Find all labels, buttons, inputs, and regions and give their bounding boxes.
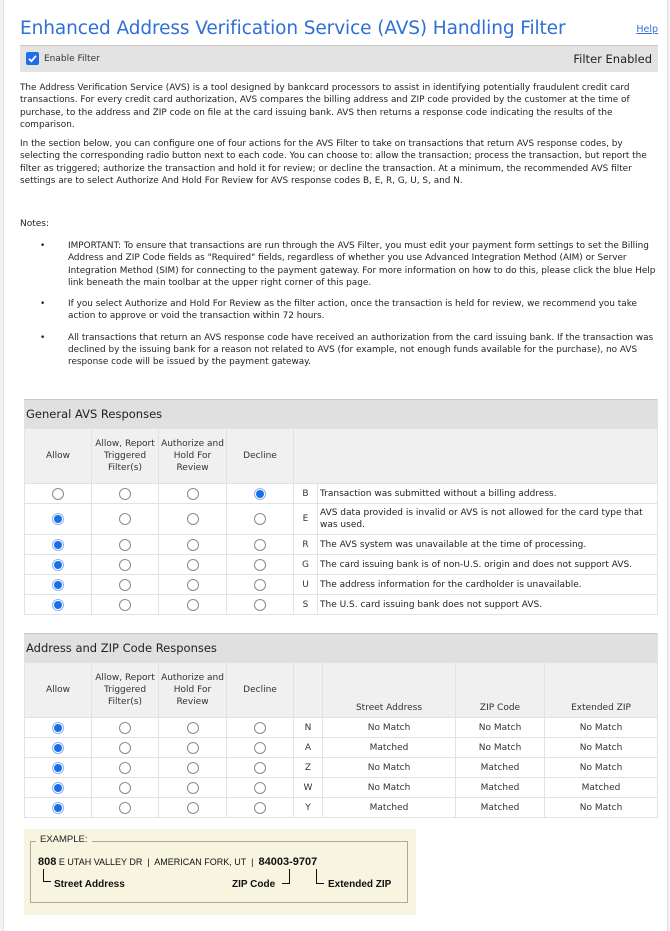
addr-allow_report-cell xyxy=(92,758,159,778)
col-header-decline: Decline xyxy=(227,663,294,718)
avs-code: N xyxy=(294,718,323,738)
radio-allow-report[interactable] xyxy=(119,722,131,734)
radio-allow[interactable] xyxy=(52,762,64,774)
addr-allow_report-cell xyxy=(92,798,159,818)
general-allow-cell xyxy=(25,504,92,535)
table-row xyxy=(25,504,658,535)
zip-code-result: Matched xyxy=(456,758,545,778)
general-allow_report-cell xyxy=(92,575,159,595)
radio-allow[interactable] xyxy=(52,559,64,571)
note-item: • All transactions that return an AVS response code have received an authorization from the card issuing bank. If the transaction was declined by the issuing bank for a reason not related to AVS (for example, not enough funds available for the purchase), no AVS response code will be issued by the payment gateway. xyxy=(40,332,654,368)
general-authorize_hold-cell xyxy=(159,535,227,555)
zip-bracket xyxy=(282,869,290,884)
col-header-allow: Allow xyxy=(25,663,92,718)
radio-authorize-hold[interactable] xyxy=(187,742,199,754)
general-allow_report-cell xyxy=(92,595,159,615)
radio-allow-report[interactable] xyxy=(119,782,131,794)
addr-decline-cell xyxy=(227,738,294,758)
note-item: • IMPORTANT: To ensure that transactions are run through the AVS Filter, you must edit your payment form settings to set the Billing Address and ZIP Code fields as "Required" fields, regardless of whether you use Advanced Integration Method (AIM) or Server Integration Method (SIM) for connecting to the payment gateway. For more information on how to do this, please click the blue Help link beneath the main toolbar at the upper right corner of this page. xyxy=(40,241,656,288)
intro-paragraph-2: In the section below, you can configure one of four actions for the AVS Filter to take on transactions that return AVS response codes, by selecting the corresponding radio button next to each code. You can choose to: allow the transaction; process the transaction, but report the filter as triggered; authorize the transaction and hold it for review; or decline the transaction. At a minimum, the recommended AVS filter settings are to select Authorize And Hold For Review for AVS response codes B, E, R, G, U, S, and N. xyxy=(20,139,647,186)
addr-authorize_hold-cell xyxy=(159,798,227,818)
radio-decline[interactable] xyxy=(254,488,266,500)
radio-authorize-hold[interactable] xyxy=(187,802,199,814)
table-row xyxy=(25,555,658,575)
general-allow-cell xyxy=(25,595,92,615)
col-header-authorize-hold: Authorize and Hold For Review xyxy=(159,663,227,718)
label-extended-zip: Extended ZIP xyxy=(328,879,392,890)
radio-authorize-hold[interactable] xyxy=(187,762,199,774)
zip-code-result: No Match xyxy=(456,738,545,758)
bullet-icon: • xyxy=(40,299,46,310)
example-legend: EXAMPLE: xyxy=(36,834,92,845)
street-address-result: No Match xyxy=(323,758,456,778)
avs-code: S xyxy=(294,595,318,615)
zip-code-result: Matched xyxy=(456,778,545,798)
window-left-edge xyxy=(0,0,4,931)
radio-decline[interactable] xyxy=(254,782,266,794)
extended-zip-result: Matched xyxy=(545,778,658,798)
radio-allow-report[interactable] xyxy=(119,513,131,525)
bullet-icon: • xyxy=(40,241,46,251)
addr-allow-cell xyxy=(25,718,92,738)
table-row xyxy=(25,484,658,504)
notes-label: Notes: xyxy=(20,219,50,229)
radio-allow-report[interactable] xyxy=(119,762,131,774)
addr-allow-cell xyxy=(25,758,92,778)
table-row xyxy=(25,798,658,818)
avs-code: A xyxy=(294,738,323,758)
general-decline-cell xyxy=(227,484,294,504)
addr-decline-cell xyxy=(227,798,294,818)
addr-allow-cell xyxy=(25,738,92,758)
radio-decline[interactable] xyxy=(254,722,266,734)
example-address-diagram xyxy=(24,829,416,915)
avs-description: The address information for the cardholder is unavailable. xyxy=(318,575,658,595)
table-row xyxy=(25,738,658,758)
col-header-allow: Allow xyxy=(25,429,92,484)
col-header-code xyxy=(294,663,323,718)
col-header-street: Street Address xyxy=(323,663,456,718)
avs-description: The card issuing bank is of non-U.S. origin and does not support AVS. xyxy=(318,555,658,575)
avs-code: Y xyxy=(294,798,323,818)
avs-code: W xyxy=(294,778,323,798)
radio-allow-report[interactable] xyxy=(119,599,131,611)
addr-allow-cell xyxy=(25,798,92,818)
ext-zip-bracket xyxy=(316,869,324,884)
intro-paragraph-1: The Address Verification Service (AVS) is a tool designed by bankcard processors to assist in identifying potentially fraudulent credit card transactions. For every credit card authorization, AVS compares the billing address and ZIP code provided by the customer at the time of purchase, to the address and ZIP code on file at the card issuing bank. AVS then returns a response code indicating the results of the comparison. xyxy=(20,83,630,130)
general-authorize_hold-cell xyxy=(159,595,227,615)
general-allow_report-cell xyxy=(92,535,159,555)
general-decline-cell xyxy=(227,555,294,575)
general-authorize_hold-cell xyxy=(159,575,227,595)
avs-code: Z xyxy=(294,758,323,778)
radio-decline[interactable] xyxy=(254,513,266,525)
avs-description: Transaction was submitted without a billing address. xyxy=(318,484,658,504)
col-header-zip: ZIP Code xyxy=(456,663,545,718)
address-zip-table xyxy=(24,633,658,818)
label-zip-code: ZIP Code xyxy=(232,879,276,890)
table-row xyxy=(25,535,658,555)
radio-allow-report[interactable] xyxy=(119,539,131,551)
addr-allow_report-cell xyxy=(92,738,159,758)
section-title-address-zip: Address and ZIP Code Responses xyxy=(25,634,658,663)
radio-authorize-hold[interactable] xyxy=(187,722,199,734)
radio-authorize-hold[interactable] xyxy=(187,539,199,551)
table-row xyxy=(25,758,658,778)
radio-decline[interactable] xyxy=(254,802,266,814)
addr-authorize_hold-cell xyxy=(159,718,227,738)
enable-filter-checkbox[interactable] xyxy=(26,52,39,65)
general-allow-cell xyxy=(25,484,92,504)
avs-code: R xyxy=(294,535,318,555)
radio-allow[interactable] xyxy=(52,579,64,591)
checkmark-icon xyxy=(27,53,38,64)
street-number: 808 xyxy=(38,856,57,868)
addr-decline-cell xyxy=(227,778,294,798)
zip-code-result: Matched xyxy=(456,798,545,818)
street-address-result: No Match xyxy=(323,778,456,798)
extended-zip-result: No Match xyxy=(545,798,658,818)
general-authorize_hold-cell xyxy=(159,484,227,504)
addr-allow_report-cell xyxy=(92,718,159,738)
radio-authorize-hold[interactable] xyxy=(187,488,199,500)
radio-decline[interactable] xyxy=(254,559,266,571)
general-decline-cell xyxy=(227,595,294,615)
ext-zip-value: 9707 xyxy=(292,856,318,868)
general-avs-table xyxy=(24,399,658,615)
zip-code-result: No Match xyxy=(456,718,545,738)
avs-description: AVS data provided is invalid or AVS is not allowed for the card type that was used. xyxy=(318,504,658,535)
general-allow-cell xyxy=(25,575,92,595)
radio-decline[interactable] xyxy=(254,599,266,611)
radio-authorize-hold[interactable] xyxy=(187,782,199,794)
extended-zip-result: No Match xyxy=(545,718,658,738)
general-authorize_hold-cell xyxy=(159,504,227,535)
general-allow_report-cell xyxy=(92,484,159,504)
radio-decline[interactable] xyxy=(254,742,266,754)
addr-allow-cell xyxy=(25,778,92,798)
radio-allow[interactable] xyxy=(52,782,64,794)
general-allow_report-cell xyxy=(92,555,159,575)
general-authorize_hold-cell xyxy=(159,555,227,575)
table-row xyxy=(25,575,658,595)
general-decline-cell xyxy=(227,575,294,595)
table-row xyxy=(25,718,658,738)
radio-allow-report[interactable] xyxy=(119,742,131,754)
zip-value: 84003 xyxy=(258,856,290,868)
addr-allow_report-cell xyxy=(92,778,159,798)
avs-description: The U.S. card issuing bank does not support AVS. xyxy=(318,595,658,615)
extended-zip-result: No Match xyxy=(545,738,658,758)
avs-description: The AVS system was unavailable at the time of processing. xyxy=(318,535,658,555)
radio-allow[interactable] xyxy=(52,722,64,734)
filter-status: Filter Enabled xyxy=(573,52,652,66)
section-title-general: General AVS Responses xyxy=(25,400,658,429)
label-street-address: Street Address xyxy=(54,879,125,890)
col-header-blank xyxy=(294,429,658,484)
avs-code: G xyxy=(294,555,318,575)
notes-list xyxy=(20,240,658,378)
example-frame xyxy=(30,841,408,903)
help-link[interactable]: Help xyxy=(636,24,658,35)
radio-allow-report[interactable] xyxy=(119,579,131,591)
addr-decline-cell xyxy=(227,758,294,778)
table-row xyxy=(25,778,658,798)
extended-zip-result: No Match xyxy=(545,758,658,778)
page-title: Enhanced Address Verification Service (AVS) Handling Filter xyxy=(20,18,566,39)
table-row xyxy=(25,595,658,615)
radio-allow[interactable] xyxy=(52,599,64,611)
street-bracket xyxy=(43,869,51,882)
filter-toolbar xyxy=(20,46,658,72)
street-address-result: Matched xyxy=(323,738,456,758)
radio-allow-report[interactable] xyxy=(119,488,131,500)
street-address-result: No Match xyxy=(323,718,456,738)
avs-code: B xyxy=(294,484,318,504)
radio-decline[interactable] xyxy=(254,762,266,774)
bullet-icon: • xyxy=(40,332,46,343)
radio-authorize-hold[interactable] xyxy=(187,579,199,591)
col-header-authorize-hold: Authorize and Hold For Review xyxy=(159,429,227,484)
general-decline-cell xyxy=(227,504,294,535)
col-header-ext-zip: Extended ZIP xyxy=(545,663,658,718)
general-decline-cell xyxy=(227,535,294,555)
radio-allow[interactable] xyxy=(52,488,64,500)
col-header-allow-report: Allow, Report Triggered Filter(s) xyxy=(92,663,159,718)
radio-decline[interactable] xyxy=(254,539,266,551)
avs-filter-page xyxy=(20,0,658,813)
addr-decline-cell xyxy=(227,718,294,738)
radio-decline[interactable] xyxy=(254,579,266,591)
radio-allow[interactable] xyxy=(52,802,64,814)
radio-allow[interactable] xyxy=(52,742,64,754)
radio-allow-report[interactable] xyxy=(119,802,131,814)
radio-authorize-hold[interactable] xyxy=(187,599,199,611)
addr-authorize_hold-cell xyxy=(159,738,227,758)
example-address-line: 808 E UTAH VALLEY DR | AMERICAN FORK, UT | 84003-9707 xyxy=(38,856,318,868)
street-address-result: Matched xyxy=(323,798,456,818)
radio-allow[interactable] xyxy=(52,539,64,551)
general-allow_report-cell xyxy=(92,504,159,535)
avs-code: E xyxy=(294,504,318,535)
addr-authorize_hold-cell xyxy=(159,758,227,778)
addr-authorize_hold-cell xyxy=(159,778,227,798)
general-allow-cell xyxy=(25,555,92,575)
avs-code: U xyxy=(294,575,318,595)
radio-authorize-hold[interactable] xyxy=(187,513,199,525)
radio-allow-report[interactable] xyxy=(119,559,131,571)
note-item: • If you select Authorize and Hold For Review as the filter action, once the transaction is held for review, we recommend you take action to approve or void the transaction within 72 hours. xyxy=(40,299,637,322)
enable-filter-label[interactable]: Enable Filter xyxy=(44,54,100,64)
radio-allow[interactable] xyxy=(52,513,64,525)
col-header-decline: Decline xyxy=(227,429,294,484)
radio-authorize-hold[interactable] xyxy=(187,559,199,571)
general-allow-cell xyxy=(25,535,92,555)
page-header xyxy=(20,0,658,46)
col-header-allow-report: Allow, Report Triggered Filter(s) xyxy=(92,429,159,484)
